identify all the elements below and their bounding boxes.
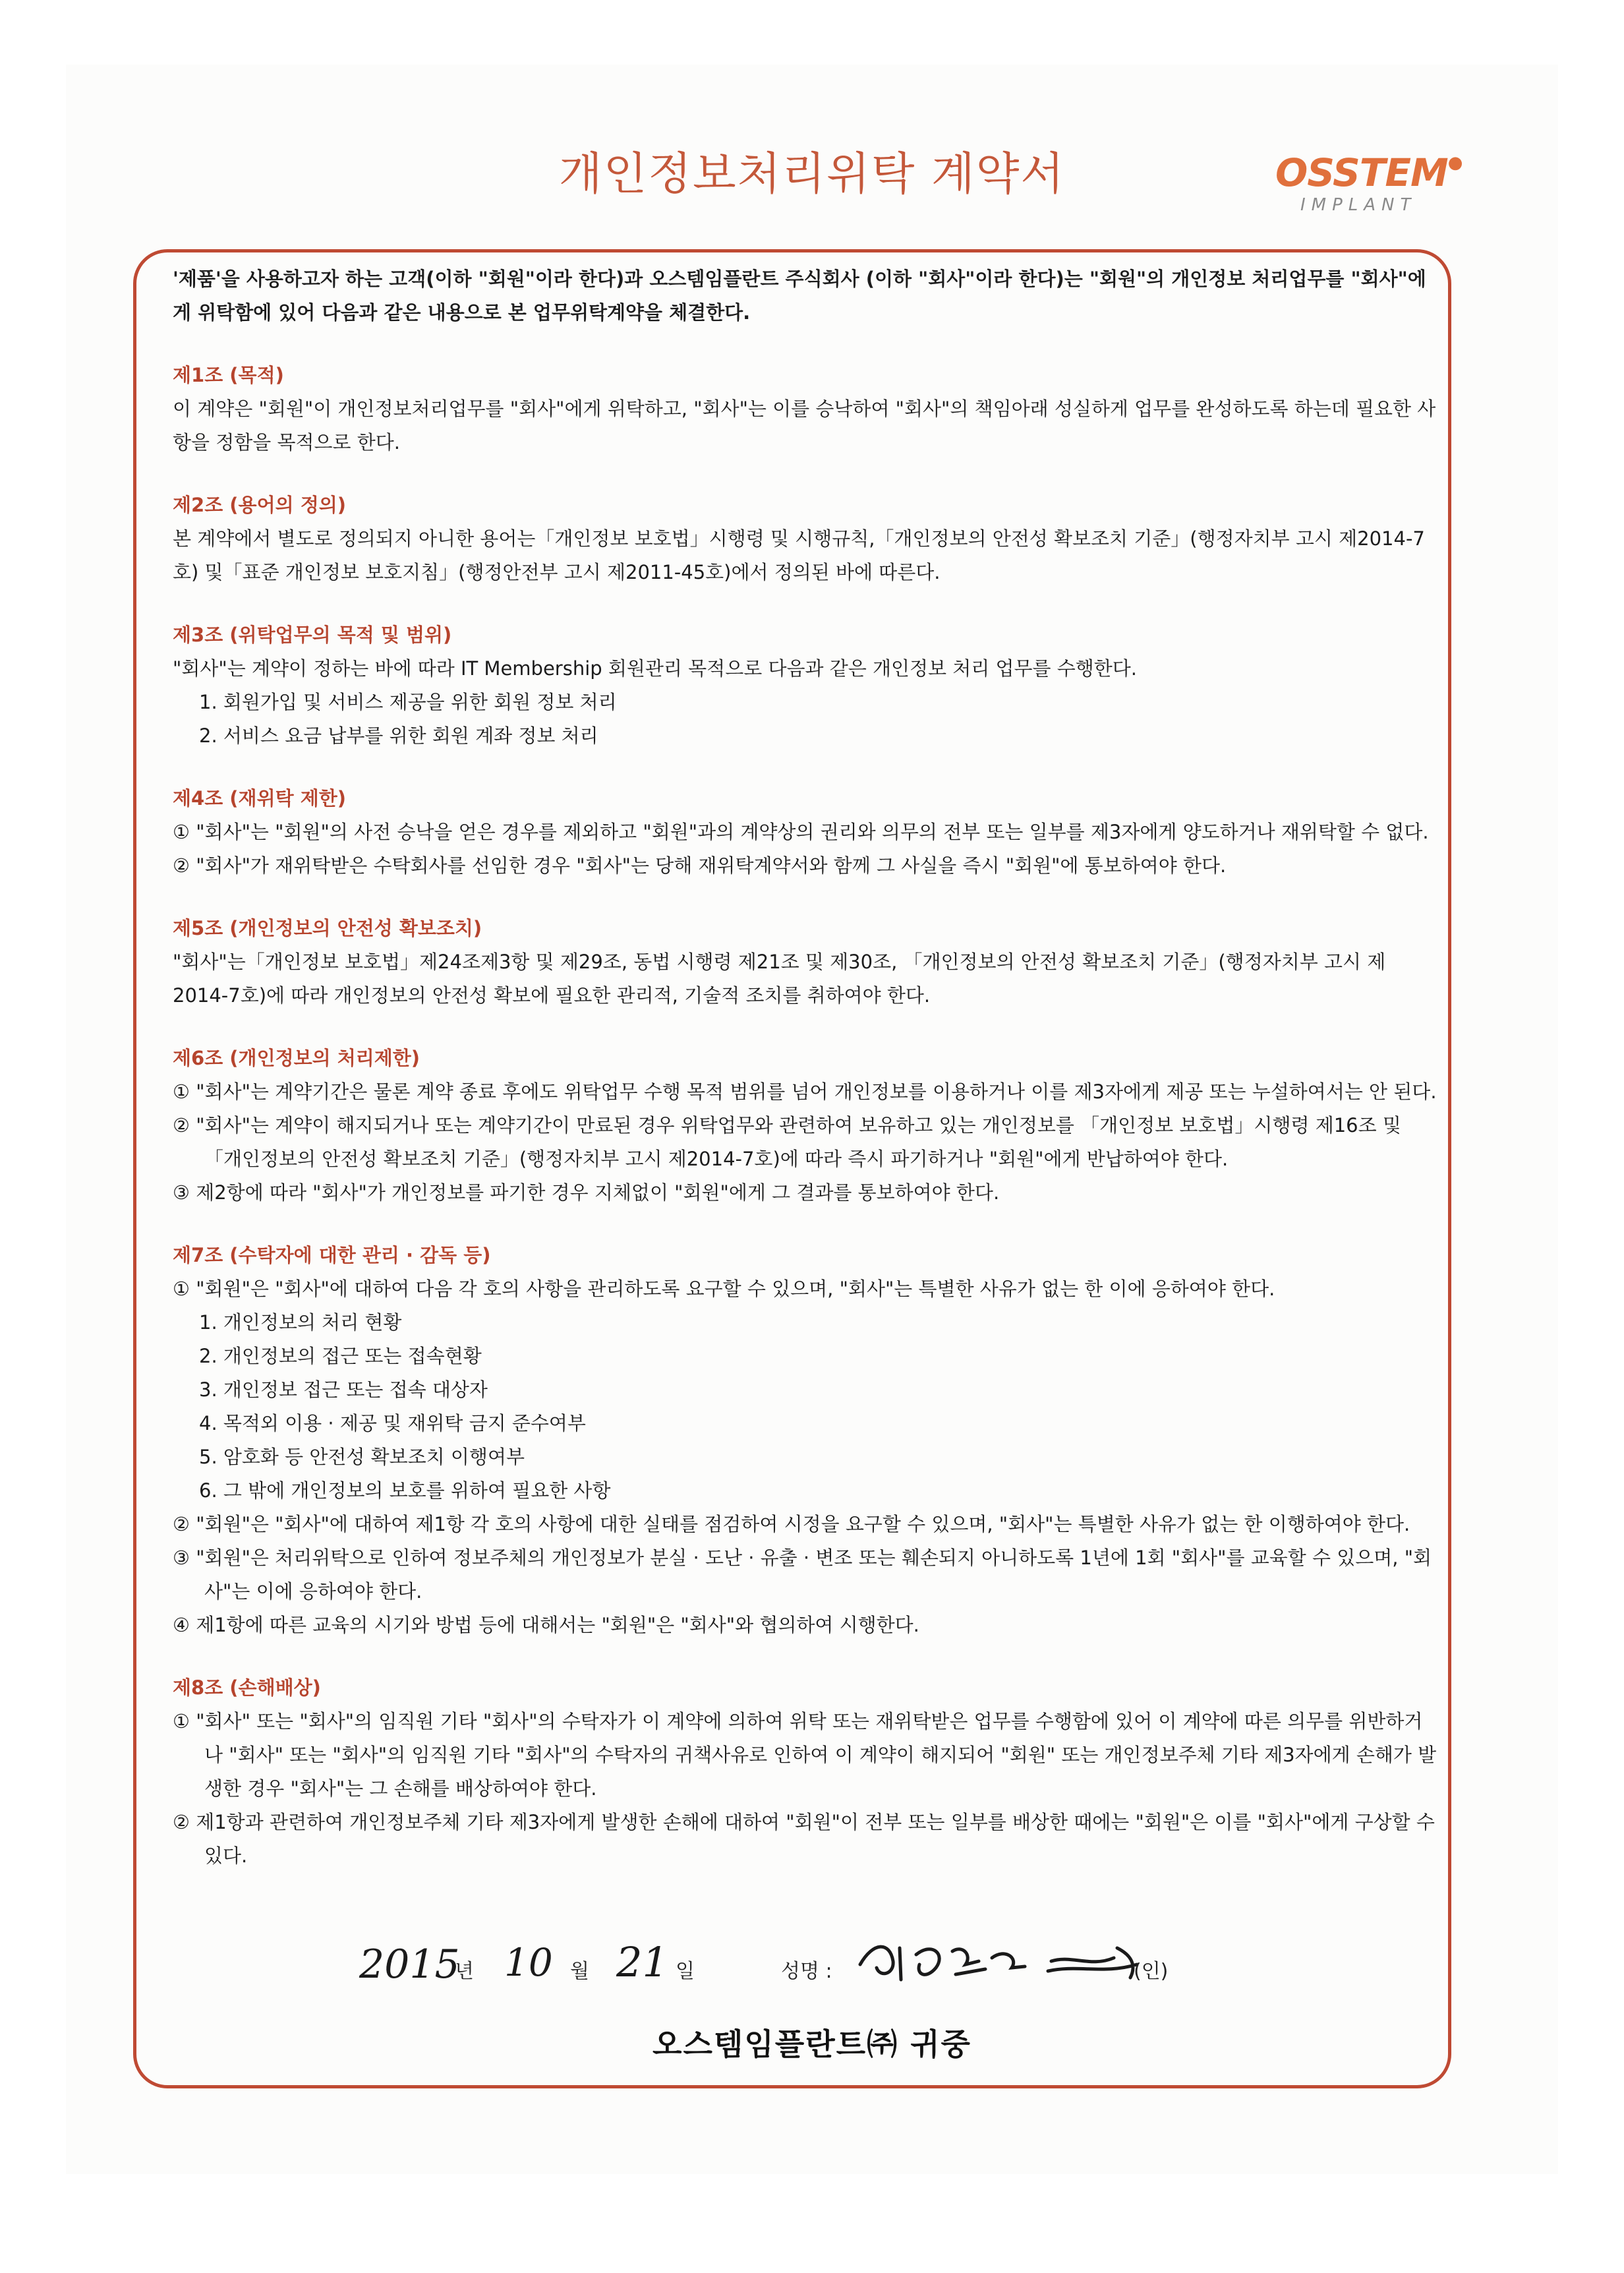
list-item: 3. 개인정보 접근 또는 접속 대상자 (199, 1378, 488, 1401)
article-text: 본 계약에서 별도로 정의되지 아니한 용어는「개인정보 보호법」시행령 및 시행규칙,「개인정보의 안전성 확보조치 기준」(행정자치부 고시 제2014-7호) 및「표준 개인정보 보호지침」(행정안전부 고시 제2011-45호)에서 정의된 바에 따른다. (173, 527, 1425, 583)
handwritten-month: 10 (504, 1940, 553, 1985)
article-7 (173, 1239, 1438, 1642)
article-4 (173, 782, 1438, 883)
article-6 (173, 1042, 1438, 1210)
contract-body (173, 262, 1438, 1873)
article-heading: 제6조 (개인정보의 처리제한) (173, 1047, 420, 1069)
handwritten-day: 21 (616, 1938, 668, 1986)
list-item: 2. 서비스 요금 납부를 위한 회원 계좌 정보 처리 (199, 724, 598, 747)
list-item: 5. 암호화 등 안전성 확보조치 이행여부 (199, 1446, 525, 1468)
article-8 (173, 1671, 1438, 1873)
logo-wordmark: OSSTEM● (1275, 150, 1463, 195)
clause-item: ③ 제2항에 따라 "회사"가 개인정보를 파기한 경우 지체없이 "회원"에게 그 결과를 통보하여야 한다. (173, 1181, 1000, 1204)
list-item: 2. 개인정보의 접근 또는 접속현황 (199, 1345, 482, 1367)
article-2 (173, 488, 1438, 589)
clause-item: ① "회사"는 "회원"의 사전 승낙을 얻은 경우를 제외하고 "회원"과의 계약상의 권리와 의무의 전부 또는 일부를 제3자에게 양도하거나 재위탁할 수 없다. (173, 821, 1429, 843)
clause-item: ① "회원"은 "회사"에 대하여 다음 각 호의 사항을 관리하도록 요구할 수 있으며, "회사"는 특별한 사유가 없는 한 이에 응하여야 한다. (173, 1278, 1275, 1300)
article-3 (173, 618, 1438, 753)
clause-item: ① "회사" 또는 "회사"의 임직원 기타 "회사"의 수탁자가 이 계약에 의하여 위탁 또는 재위탁받은 업무를 수행함에 있어 이 계약에 따른 의무를 위반하거나 "회사" 또는 "회사"의 임직원 기타 "회사"의 수탁자의 귀책사유로 인하여 이 계약이 해지되어 "회원" 또는 개인정보주체 기타 제3자에게 손해가 발생한 경우 "회사"는 그 손해를 배상하여야 한다. (173, 1710, 1437, 1800)
article-heading: 제7조 (수탁자에 대한 관리 · 감독 등) (173, 1244, 491, 1266)
list-item: 1. 개인정보의 처리 현황 (199, 1311, 402, 1334)
article-heading: 제1조 (목적) (173, 364, 284, 386)
intro-paragraph: '제품'을 사용하고자 하는 고객(이하 "회원"이라 한다)과 오스템임플란트 주식회사 (이하 "회사"이라 한다)는 "회원"의 개인정보 처리업무를 "회사"에게 위탁함에 있어 다음과 같은 내용으로 본 업무위탁계약을 체결한다. (173, 268, 1426, 324)
handwritten-year: 2015 (359, 1941, 460, 1988)
month-label: 월 (570, 1960, 589, 1983)
article-1 (173, 359, 1438, 459)
year-label: 년 (455, 1960, 474, 1983)
article-text: "회사"는「개인정보 보호법」제24조제3항 및 제29조, 동법 시행령 제21조 및 제30조, 「개인정보의 안전성 확보조치 기준」(행정자치부 고시 제2014-7호)에 따라 개인정보의 안전성 확보에 필요한 관리적, 기술적 조치를 취하여야 한다. (173, 951, 1386, 1007)
article-heading: 제3조 (위탁업무의 목적 및 범위) (173, 624, 452, 646)
seal-mark: (인) (1134, 1960, 1169, 1983)
clause-item: ① "회사"는 계약기간은 물론 계약 종료 후에도 위탁업무 수행 목적 범위를 넘어 개인정보를 이용하거나 이를 제3자에게 제공 또는 누설하여서는 안 된다. (173, 1080, 1437, 1103)
company-logo (1275, 150, 1473, 223)
article-heading: 제8조 (손해배상) (173, 1676, 321, 1699)
addressee: 오스템임플란트㈜ 귀중 (652, 2026, 972, 2062)
clause-item: ② 제1항과 관련하여 개인정보주체 기타 제3자에게 발생한 손해에 대하여 "회원"이 전부 또는 일부를 배상한 때에는 "회원"은 이를 "회사"에게 구상할 수 있다. (173, 1811, 1435, 1867)
document-title: 개인정보처리위탁 계약서 (558, 148, 1066, 200)
list-item: 1. 회원가입 및 서비스 제공을 위한 회원 정보 처리 (199, 691, 617, 713)
clause-item: ② "회사"는 계약이 해지되거나 또는 계약기간이 만료된 경우 위탁업무와 관련하여 보유하고 있는 개인정보를 「개인정보 보호법」시행령 제16조 및 「개인정보의 안전성 확보조치 기준」(행정자치부 고시 제2014-7호)에 따라 즉시 파기하거나 "회원"에게 반납하여야 한다. (173, 1114, 1401, 1170)
article-heading: 제2조 (용어의 정의) (173, 494, 346, 516)
list-item: 6. 그 밖에 개인정보의 보호를 위하여 필요한 사항 (199, 1479, 611, 1502)
list-item: 4. 목적외 이용 · 제공 및 재위탁 금지 준수여부 (199, 1412, 586, 1434)
signature-line (0, 1935, 1624, 1994)
article-text: "회사"는 계약이 정하는 바에 따라 IT Membership 회원관리 목적으로 다음과 같은 개인정보 처리 업무를 수행한다. (173, 657, 1138, 680)
clause-item: ③ "회원"은 처리위탁으로 인하여 정보주체의 개인정보가 분실 · 도난 · 유출 · 변조 또는 훼손되지 아니하도록 1년에 1회 "회사"를 교육할 수 있으며, "회사"는 이에 응하여야 한다. (173, 1547, 1432, 1603)
article-text: 이 계약은 "회원"이 개인정보처리업무를 "회사"에게 위탁하고, "회사"는 이를 승낙하여 "회사"의 책임아래 성실하게 업무를 완성하도록 하는데 필요한 사항을 정함을 목적으로 한다. (173, 398, 1436, 454)
handwritten-signature (854, 1928, 1170, 1994)
day-label: 일 (676, 1960, 695, 1983)
logo-subtitle: IMPLANT (1300, 195, 1417, 215)
clause-item: ④ 제1항에 따른 교육의 시기와 방법 등에 대해서는 "회원"은 "회사"와 협의하여 시행한다. (173, 1614, 919, 1636)
clause-item: ② "회사"가 재위탁받은 수탁회사를 선임한 경우 "회사"는 당해 재위탁계약서와 함께 그 사실을 즉시 "회원"에 통보하여야 한다. (173, 854, 1227, 877)
clause-item: ② "회원"은 "회사"에 대하여 제1항 각 호의 사항에 대한 실태를 점검하여 시정을 요구할 수 있으며, "회사"는 특별한 사유가 없는 한 이행하여야 한다. (173, 1513, 1410, 1535)
article-heading: 제5조 (개인정보의 안전성 확보조치) (173, 917, 482, 939)
article-heading: 제4조 (재위탁 제한) (173, 787, 346, 810)
name-label: 성명 : (781, 1960, 832, 1983)
article-5 (173, 912, 1438, 1013)
